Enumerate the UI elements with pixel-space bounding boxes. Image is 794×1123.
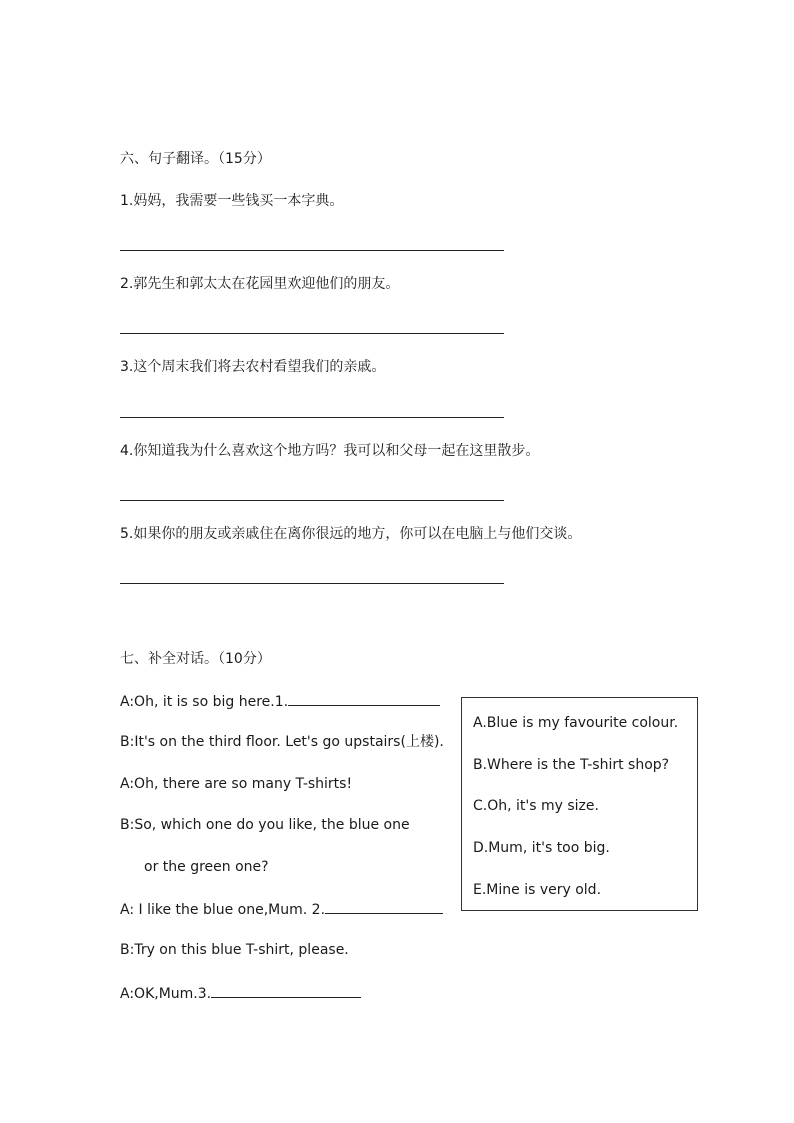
translation-item-1: 1.妈妈，我需要一些钱买一本字典。 [120, 193, 344, 209]
option-e: E.Mine is very old. [473, 882, 602, 898]
dialogue-line-2: B:It's on the third floor. Let's go upstairs(上楼). [120, 734, 444, 750]
dialogue-line-5-text: A: I like the blue one,Mum. 2. [120, 902, 326, 918]
translation-item-3: 3.这个周末我们将去农村看望我们的亲戚。 [120, 359, 386, 375]
dialogue-line-5 [120, 899, 443, 919]
translation-item-4: 4.你知道我为什么喜欢这个地方吗？我可以和父母一起在这里散步。 [120, 443, 540, 459]
answer-line-5[interactable] [120, 583, 504, 584]
dialogue-line-1-text: A:Oh, it is so big here.1. [120, 694, 289, 710]
option-b: B.Where is the T-shirt shop? [473, 757, 670, 773]
dialogue-line-7 [120, 983, 361, 1003]
dialogue-line-4: B:So, which one do you like, the blue one [120, 817, 410, 833]
dialogue-line-1 [120, 691, 440, 711]
blank-1[interactable] [288, 691, 440, 706]
blank-2[interactable] [325, 899, 443, 914]
section-7-heading: 七、补全对话。（10分） [120, 651, 271, 667]
answer-line-2[interactable] [120, 333, 504, 334]
option-d: D.Mum, it's too big. [473, 840, 610, 856]
dialogue-line-4-cont: or the green one? [144, 859, 269, 875]
translation-item-5: 5.如果你的朋友或亲戚住在离你很远的地方，你可以在电脑上与他们交谈。 [120, 526, 582, 542]
option-a: A.Blue is my favourite colour. [473, 715, 679, 731]
section-6-heading: 六、句子翻译。（15分） [120, 151, 271, 167]
answer-line-1[interactable] [120, 250, 504, 251]
option-c: C.Oh, it's my size. [473, 798, 599, 814]
translation-item-2: 2.郭先生和郭太太在花园里欢迎他们的朋友。 [120, 276, 400, 292]
answer-line-3[interactable] [120, 417, 504, 418]
dialogue-line-3: A:Oh, there are so many T-shirts! [120, 776, 353, 792]
options-box [461, 697, 698, 911]
dialogue-line-7-text: A:OK,Mum.3. [120, 986, 212, 1002]
answer-line-4[interactable] [120, 500, 504, 501]
blank-3[interactable] [211, 983, 361, 998]
dialogue-line-6: B:Try on this blue T-shirt, please. [120, 942, 349, 958]
